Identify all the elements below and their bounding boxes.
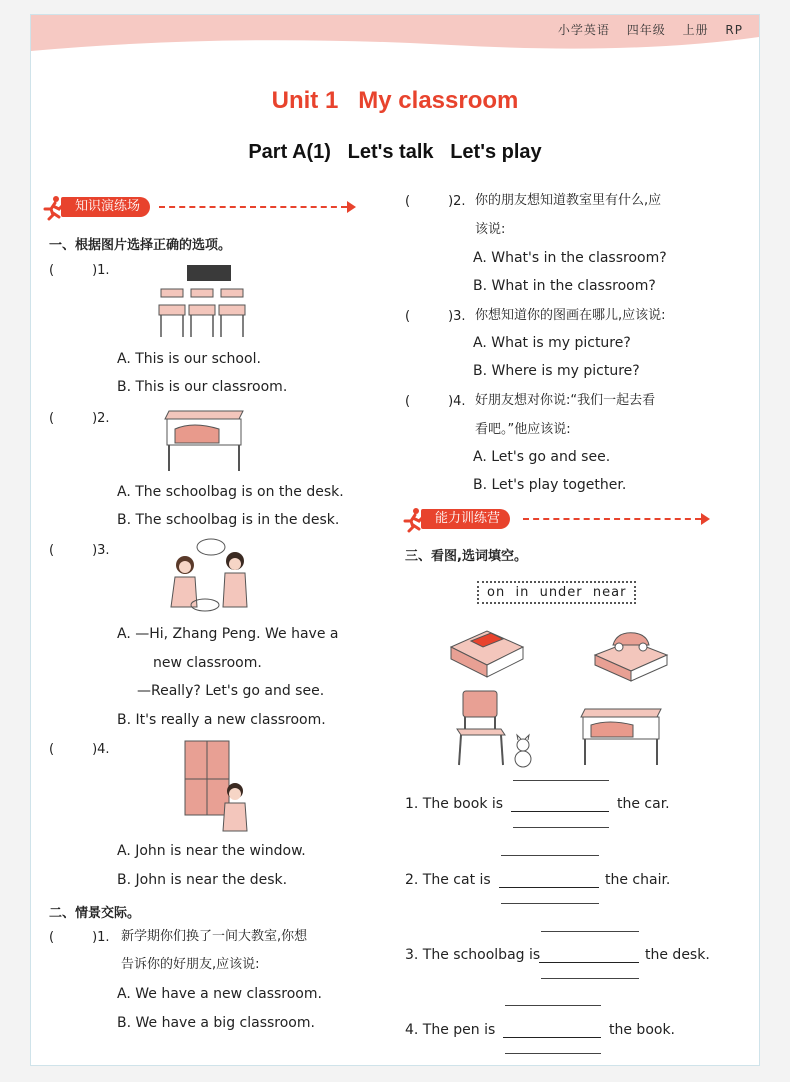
- q2-1-option-a: A. We have a new classroom.: [117, 986, 322, 1002]
- word-bank: on in under near: [477, 581, 636, 604]
- section-banner-label: 知识演练场: [61, 197, 150, 217]
- answer-paren[interactable]: ( )2.: [49, 411, 110, 426]
- answer-paren[interactable]: ( )1.: [49, 263, 110, 278]
- fill-1-before: 1. The book is: [405, 796, 504, 812]
- fill-2-before: 2. The cat is: [405, 872, 491, 888]
- header-subject: 小学英语: [557, 23, 610, 37]
- answer-paren[interactable]: ( )1.: [49, 930, 110, 945]
- answer-paren[interactable]: ( )3.: [405, 309, 466, 324]
- fill-1-after: the car.: [617, 796, 670, 812]
- section-banner-ability: [401, 507, 717, 531]
- q1-3-option-a-line3: —Really? Let's go and see.: [137, 683, 325, 699]
- header-grade: 四年级: [626, 23, 666, 37]
- q1-3-option-b: B. It's really a new classroom.: [117, 712, 326, 728]
- answer-paren[interactable]: ( )4.: [49, 742, 110, 757]
- q2-4-option-b: B. Let's play together.: [473, 477, 627, 493]
- answer-paren[interactable]: ( )4.: [405, 394, 466, 409]
- header-edition: RP: [725, 23, 743, 37]
- q2-4-text-line2: 看吧。”他应该说:: [475, 422, 571, 437]
- blank-2[interactable]: [499, 887, 599, 888]
- q2-3-option-a: A. What is my picture?: [473, 335, 631, 351]
- q2-3-text-line1: 你想知道你的图画在哪儿,应该说:: [475, 308, 666, 323]
- q1-1-option-a: A. This is our school.: [117, 351, 261, 367]
- q2-2-text-line2: 该说:: [475, 222, 506, 237]
- blank-3[interactable]: [539, 962, 639, 963]
- car-book-image: [591, 625, 671, 683]
- classroom-image: [157, 263, 249, 339]
- blank-4[interactable]: [503, 1037, 601, 1038]
- section-banner-practice: [41, 195, 361, 219]
- section-banner-label: 能力训练营: [421, 509, 510, 529]
- q2-2-text-line1: 你的朋友想知道教室里有什么,应: [475, 193, 662, 208]
- page-subtitle: Part A(1) Let's talk Let's play: [248, 141, 542, 163]
- q1-3-option-a-line1: A. —Hi, Zhang Peng. We have a: [117, 626, 339, 642]
- worksheet-page: [30, 14, 760, 1066]
- q1-4-option-b: B. John is near the desk.: [117, 872, 288, 888]
- q2-1-text-line2: 告诉你的好朋友,应该说:: [121, 957, 260, 972]
- q1-4-option-a: A. John is near the window.: [117, 843, 306, 859]
- boy-window-image: [183, 739, 253, 833]
- page-title: Unit 1 My classroom: [271, 87, 519, 114]
- q2-2-option-b: B. What in the classroom?: [473, 278, 656, 294]
- answer-paren[interactable]: ( )2.: [405, 194, 466, 209]
- fill-2-after: the chair.: [605, 872, 671, 888]
- q2-3-option-b: B. Where is my picture?: [473, 363, 640, 379]
- q3-heading: 三、看图,选词填空。: [405, 549, 527, 564]
- fill-4-after: the book.: [609, 1022, 676, 1038]
- fill-3-after: the desk.: [645, 947, 710, 963]
- book-car-image: [447, 625, 525, 683]
- fill-3-before: 3. The schoolbag is: [405, 947, 541, 963]
- q2-1-text-line1: 新学期你们换了一间大教室,你想: [121, 929, 308, 944]
- q1-heading: 一、根据图片选择正确的选项。: [49, 238, 232, 253]
- header-volume: 上册: [682, 23, 709, 37]
- header-info: [546, 21, 743, 38]
- q1-2-option-b: B. The schoolbag is in the desk.: [117, 512, 340, 528]
- q2-4-text-line1: 好朋友想对你说:“我们一起去看: [475, 393, 656, 408]
- q2-heading: 二、情景交际。: [49, 906, 141, 921]
- children-talking-image: [157, 537, 253, 617]
- desk-schoolbag-small-image: [579, 705, 665, 767]
- q2-4-option-a: A. Let's go and see.: [473, 449, 611, 465]
- answer-paren[interactable]: ( )3.: [49, 543, 110, 558]
- q2-2-option-a: A. What's in the classroom?: [473, 250, 667, 266]
- chair-cat-image: [451, 689, 539, 769]
- q1-3-option-a-line2: new classroom.: [153, 655, 262, 671]
- q1-1-option-b: B. This is our classroom.: [117, 379, 288, 395]
- q2-1-option-b: B. We have a big classroom.: [117, 1015, 315, 1031]
- q1-2-option-a: A. The schoolbag is on the desk.: [117, 484, 344, 500]
- blank-1[interactable]: [511, 811, 609, 812]
- fill-4-before: 4. The pen is: [405, 1022, 496, 1038]
- desk-schoolbag-image: [163, 407, 247, 473]
